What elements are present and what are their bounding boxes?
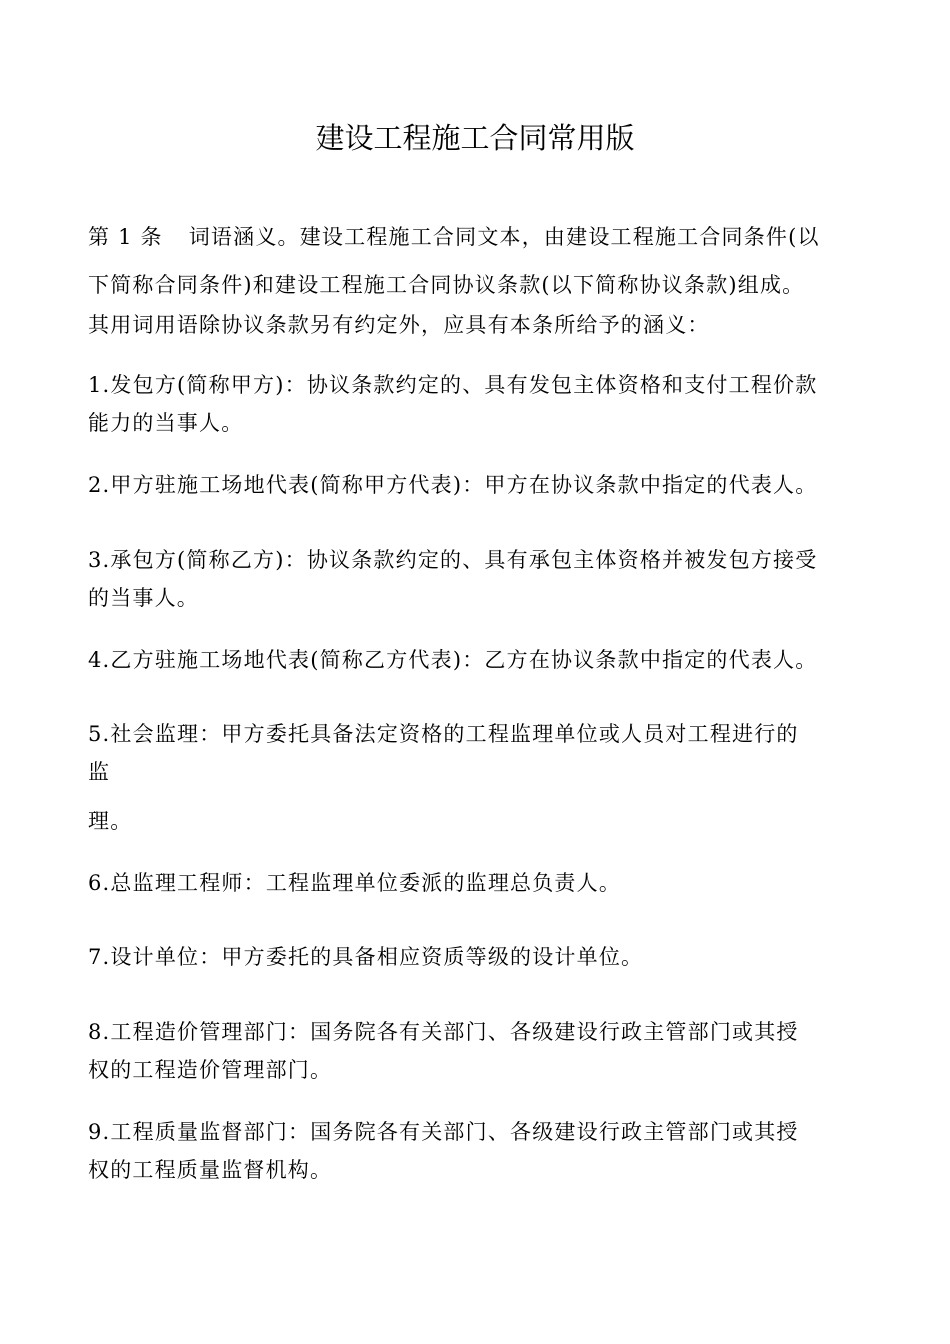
- definition-4-line-1: 4.乙方驻施工场地代表(简称乙方代表)：乙方在协议条款中指定的代表人。: [88, 648, 818, 672]
- definition-7-line-1: 7.设计单位：甲方委托的具备相应资质等级的设计单位。: [88, 945, 644, 969]
- definition-6-line-1: 6.总监理工程师：工程监理单位委派的监理总负责人。: [88, 871, 622, 895]
- definition-8-line-2: 权的工程造价管理部门。: [88, 1058, 333, 1082]
- article-1-line-2: 下简称合同条件)和建设工程施工合同协议条款(以下简称协议条款)组成。: [88, 273, 805, 297]
- definition-3-line-2: 的当事人。: [88, 586, 199, 610]
- article-text: 词语涵义。建设工程施工合同文本，由建设工程施工合同条件(以: [188, 225, 820, 249]
- definition-2-line-1: 2.甲方驻施工场地代表(简称甲方代表)：甲方在协议条款中指定的代表人。: [88, 473, 818, 497]
- definition-1-line-2: 能力的当事人。: [88, 411, 244, 435]
- definition-3-line-1: 3.承包方(简称乙方)：协议条款约定的、具有承包主体资格并被发包方接受: [88, 548, 818, 572]
- definition-8-line-1: 8.工程造价管理部门：国务院各有关部门、各级建设行政主管部门或其授: [88, 1020, 799, 1044]
- article-1-line-1: [88, 222, 878, 252]
- article-number: 第 1 条: [88, 225, 163, 249]
- definition-9-line-1: 9.工程质量监督部门：国务院各有关部门、各级建设行政主管部门或其授: [88, 1120, 799, 1144]
- definition-9-line-2: 权的工程质量监督机构。: [88, 1158, 333, 1182]
- definition-5-line-3: 理。: [88, 809, 133, 833]
- definition-5-line-2: 监: [88, 760, 111, 784]
- article-1-line-3: 其用词用语除协议条款另有约定外，应具有本条所给予的涵义：: [88, 313, 710, 337]
- document-title: 建设工程施工合同常用版: [315, 121, 635, 155]
- definition-5-line-1: 5.社会监理：甲方委托具备法定资格的工程监理单位或人员对工程进行的: [88, 722, 799, 746]
- definition-1-line-1: 1.发包方(简称甲方)：协议条款约定的、具有发包主体资格和支付工程价款: [88, 373, 818, 397]
